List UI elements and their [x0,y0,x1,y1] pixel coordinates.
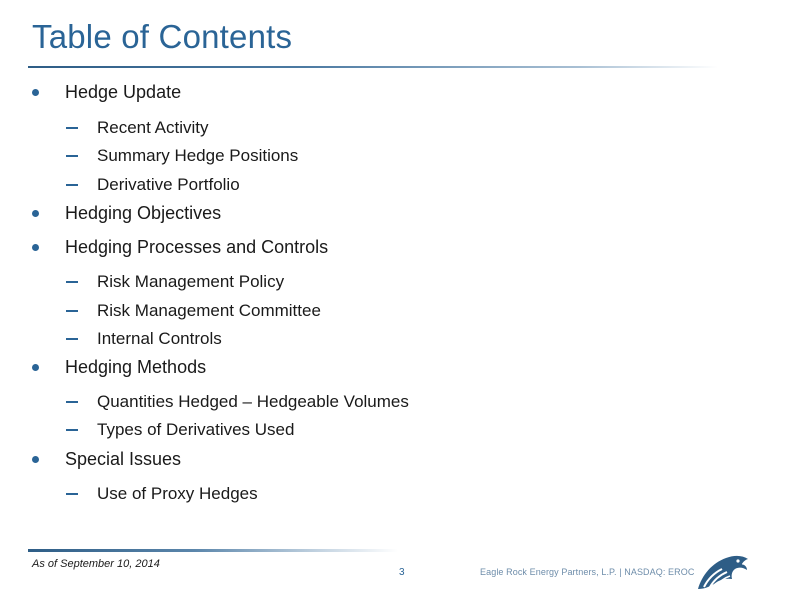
dash-icon [66,429,78,431]
dash-icon [66,310,78,312]
bullet-icon [32,364,39,371]
toc-subitem [66,118,209,138]
toc-subitem-text: Types of Derivatives Used [97,420,295,439]
bullet-icon [32,210,39,217]
eagle-head-icon [692,549,752,591]
toc-subitem-text: Risk Management Policy [97,272,285,291]
toc-subitem [66,146,298,166]
dash-icon [66,401,78,403]
toc-subitem-text: Quantities Hedged – Hedgeable Volumes [97,392,409,411]
toc-subitem-text: Use of Proxy Hedges [97,484,258,503]
toc-item [32,237,328,258]
footer-divider [28,549,398,552]
page-number: 3 [399,567,405,578]
toc-subitem [66,329,222,349]
toc-item-text: Hedging Methods [65,357,207,377]
toc-subitem [66,175,240,195]
toc-subitem [66,301,321,321]
bullet-icon [32,456,39,463]
toc-item [32,357,206,378]
toc-subitem-text: Internal Controls [97,329,222,348]
dash-icon [66,281,78,283]
toc-item [32,82,181,103]
toc-subitem-text: Recent Activity [97,118,209,137]
toc-subitem [66,484,258,504]
toc-item-text: Hedging Processes and Controls [65,237,329,257]
slide-title: Table of Contents [32,18,293,55]
footer-company-name: Eagle Rock Energy Partners, L.P. | NASDAQ: EROC [480,567,695,577]
dash-icon [66,127,78,129]
toc-subitem-text: Summary Hedge Positions [97,146,299,165]
toc-item-text: Special Issues [65,449,182,469]
dash-icon [66,338,78,340]
toc-item [32,203,221,224]
toc-subitem [66,272,284,292]
dash-icon [66,493,78,495]
toc-item-text: Hedge Update [65,82,182,102]
bullet-icon [32,89,39,96]
footer-date-note: As of September 10, 2014 [32,558,160,570]
dash-icon [66,155,78,157]
toc-subitem [66,392,409,412]
toc-subitem-text: Derivative Portfolio [97,175,240,194]
dash-icon [66,184,78,186]
toc-subitem-text: Risk Management Committee [97,301,321,320]
toc-item [32,449,181,470]
toc-item-text: Hedging Objectives [65,203,222,223]
toc-subitem [66,420,294,440]
bullet-icon [32,244,39,251]
